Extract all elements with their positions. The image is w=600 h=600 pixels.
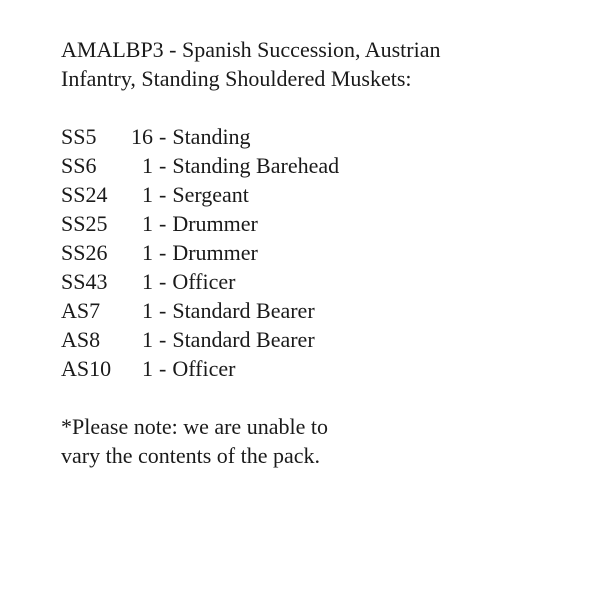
item-code: AS10 [61,356,112,381]
item-separator: - [159,182,167,207]
pack-title-line-1: AMALBP3 - Spanish Succession, Austrian [61,37,441,62]
spacer [61,93,581,122]
item-quantity: 16 [131,124,153,149]
item-code: AS8 [61,327,101,352]
note-line-2: vary the contents of the pack. [61,443,321,468]
item-code: SS26 [61,240,108,265]
item-separator: - [159,269,167,294]
item-separator: - [159,124,167,149]
item-description: Officer [172,269,236,294]
pack-contents-document [61,35,581,470]
item-separator: - [159,153,167,178]
item-code: AS7 [61,298,101,323]
item-description: Officer [172,356,236,381]
item-separator: - [159,240,167,265]
item-quantity: 1 [142,298,153,323]
item-separator: - [159,356,167,381]
list-item [61,122,581,151]
item-quantity: 1 [142,240,153,265]
list-item [61,267,581,296]
item-code: SS25 [61,211,108,236]
item-description: Sergeant [172,182,249,207]
item-separator: - [159,327,167,352]
item-description: Standard Bearer [172,298,315,323]
item-separator: - [159,211,167,236]
item-description: Standing [172,124,251,149]
contents-list [61,122,581,383]
list-item [61,296,581,325]
item-quantity: 1 [142,211,153,236]
item-quantity: 1 [142,356,153,381]
spacer [61,383,581,412]
item-code: SS6 [61,153,97,178]
item-separator: - [159,298,167,323]
item-code: SS5 [61,124,97,149]
item-code: SS43 [61,269,108,294]
list-item [61,354,581,383]
item-description: Standing Barehead [172,153,340,178]
list-item [61,238,581,267]
list-item [61,151,581,180]
item-description: Drummer [172,211,258,236]
note-line-1: *Please note: we are unable to [61,414,328,439]
item-quantity: 1 [142,182,153,207]
list-item [61,180,581,209]
item-quantity: 1 [142,153,153,178]
item-quantity: 1 [142,327,153,352]
list-item [61,209,581,238]
item-code: SS24 [61,182,108,207]
item-description: Standard Bearer [172,327,315,352]
pack-title-line-2: Infantry, Standing Shouldered Muskets: [61,66,412,91]
item-description: Drummer [172,240,258,265]
item-quantity: 1 [142,269,153,294]
list-item [61,325,581,354]
